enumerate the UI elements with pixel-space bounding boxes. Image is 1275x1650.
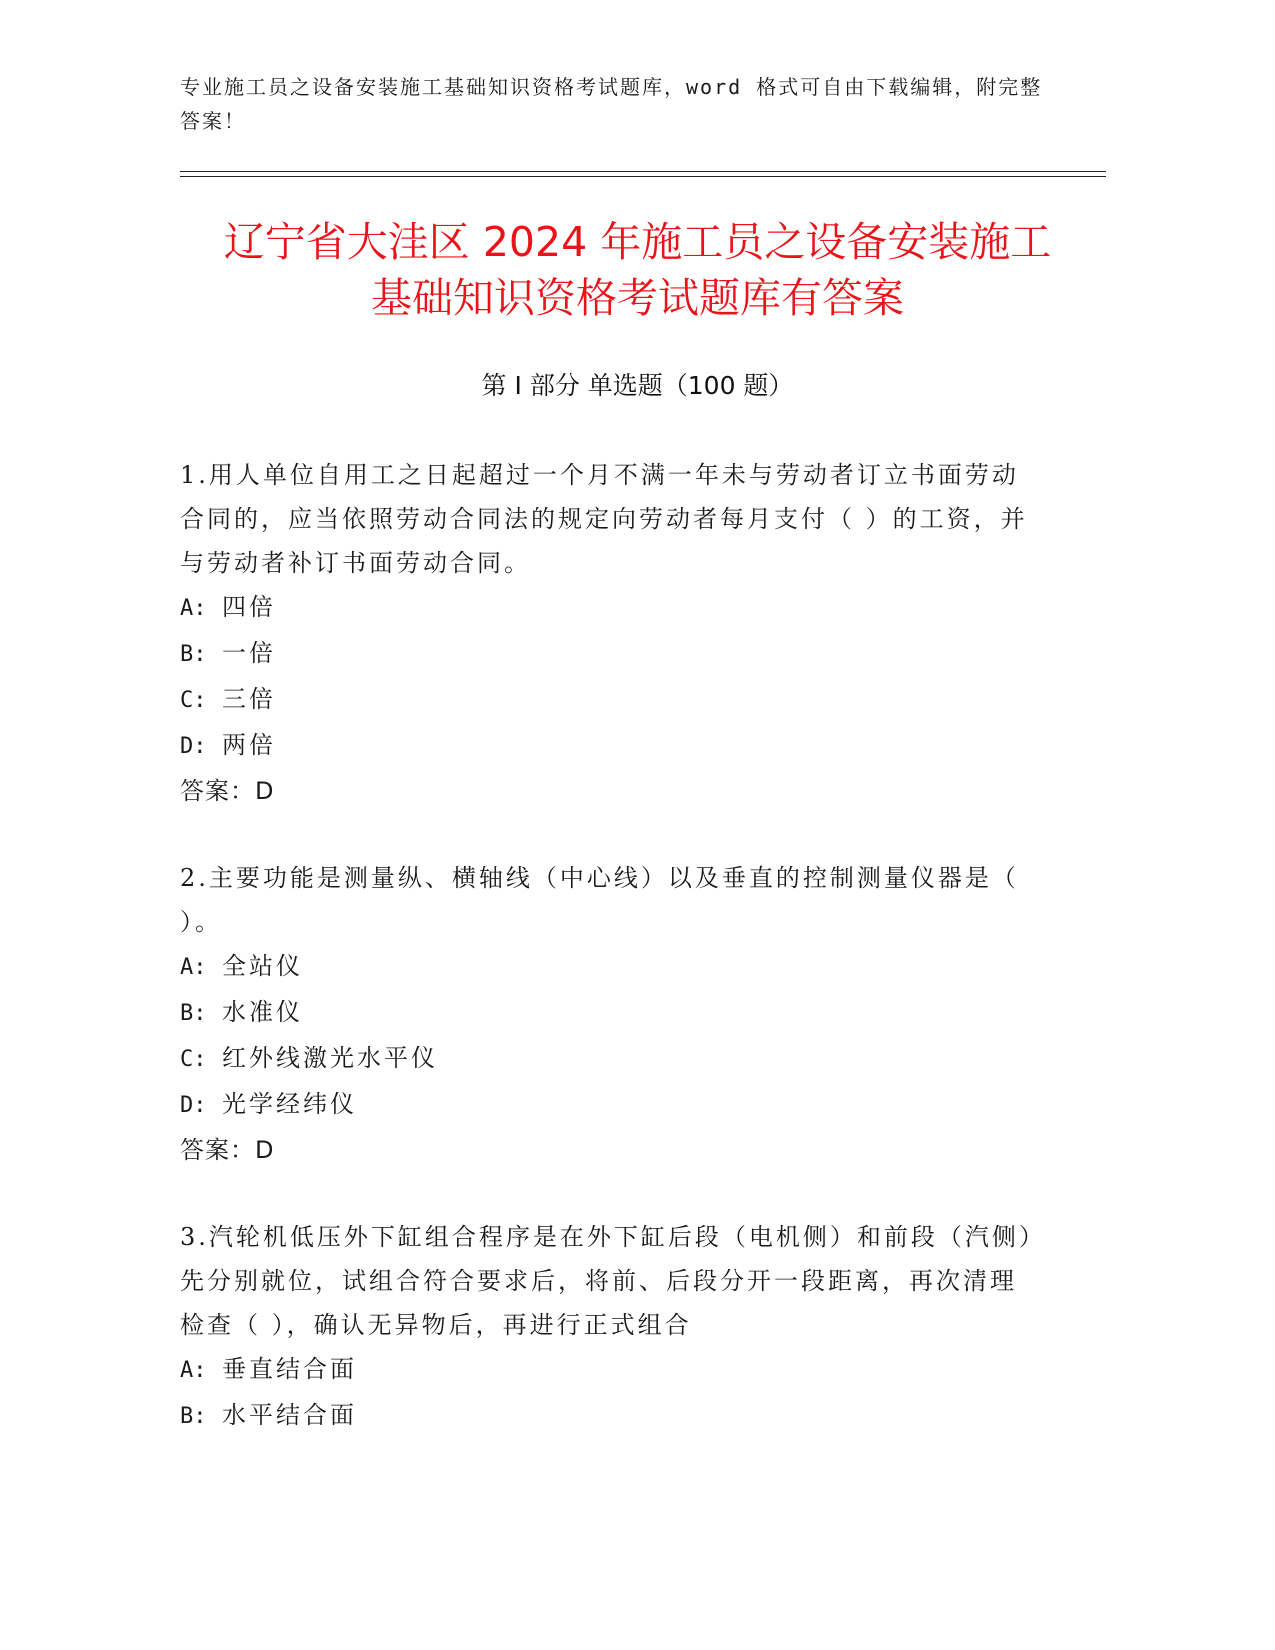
option-letter: A:: [180, 955, 207, 980]
option-text: 垂直结合面: [222, 1355, 357, 1383]
option-b: [180, 1393, 1040, 1439]
question-stem: 2.主要功能是测量纵、横轴线（中心线）以及垂直的控制测量仪器是（ ）。: [180, 864, 1019, 936]
answer-line: 答案：D: [180, 1136, 275, 1164]
option-c: [180, 1036, 1040, 1082]
document-title-line-1: 辽宁省大洼区 2024 年施工员之设备安装施工: [223, 218, 1052, 266]
option-b: [180, 990, 1040, 1036]
option-text: 红外线激光水平仪: [222, 1044, 438, 1072]
option-letter: B:: [180, 642, 207, 667]
section-heading: 第 I 部分 单选题（100 题）: [481, 371, 794, 400]
document-title: [140, 214, 1135, 326]
question-1: [180, 453, 1040, 813]
option-b: [180, 631, 1040, 677]
option-text: 水准仪: [222, 998, 303, 1026]
option-text: 全站仪: [222, 952, 303, 980]
option-text: 三倍: [222, 685, 276, 713]
option-d: [180, 1082, 1040, 1128]
option-letter: A:: [180, 596, 207, 621]
question-3: [180, 1215, 1040, 1439]
option-text: 两倍: [222, 731, 276, 759]
header-note: 专业施工员之设备安装施工基础知识资格考试题库，word 格式可自由下载编辑，附完整答案！: [180, 75, 1043, 133]
option-text: 光学经纬仪: [222, 1090, 357, 1118]
option-letter: B:: [180, 1404, 207, 1429]
option-text: 一倍: [222, 639, 276, 667]
option-letter: D:: [180, 1093, 207, 1118]
option-text: 水平结合面: [222, 1401, 357, 1429]
option-letter: B:: [180, 1001, 207, 1026]
option-letter: C:: [180, 688, 207, 713]
header-divider-thin: [180, 176, 1106, 177]
option-letter: D:: [180, 734, 207, 759]
question-2: [180, 856, 1040, 1172]
question-stem: 1.用人单位自用工之日起超过一个月不满一年未与劳动者订立书面劳动合同的，应当依照劳动合同法的规定向劳动者每月支付（ ）的工资，并与劳动者补订书面劳动合同。: [180, 461, 1028, 577]
option-d: [180, 723, 1040, 769]
option-a: [180, 944, 1040, 990]
question-stem: 3.汽轮机低压外下缸组合程序是在外下缸后段（电机侧）和前段（汽侧）先分别就位，试组合符合要求后，将前、后段分开一段距离，再次清理检查（ ），确认无异物后，再进行正式组合: [180, 1223, 1034, 1339]
header-divider-thick: [180, 171, 1106, 172]
option-letter: C:: [180, 1047, 207, 1072]
option-c: [180, 677, 1040, 723]
option-a: [180, 1347, 1040, 1393]
answer-line: 答案：D: [180, 777, 275, 805]
option-letter: A:: [180, 1358, 207, 1383]
question-list: [180, 453, 1040, 1482]
document-title-line-2: 基础知识资格考试题库有答案: [371, 274, 904, 322]
option-a: [180, 585, 1040, 631]
option-text: 四倍: [222, 593, 276, 621]
